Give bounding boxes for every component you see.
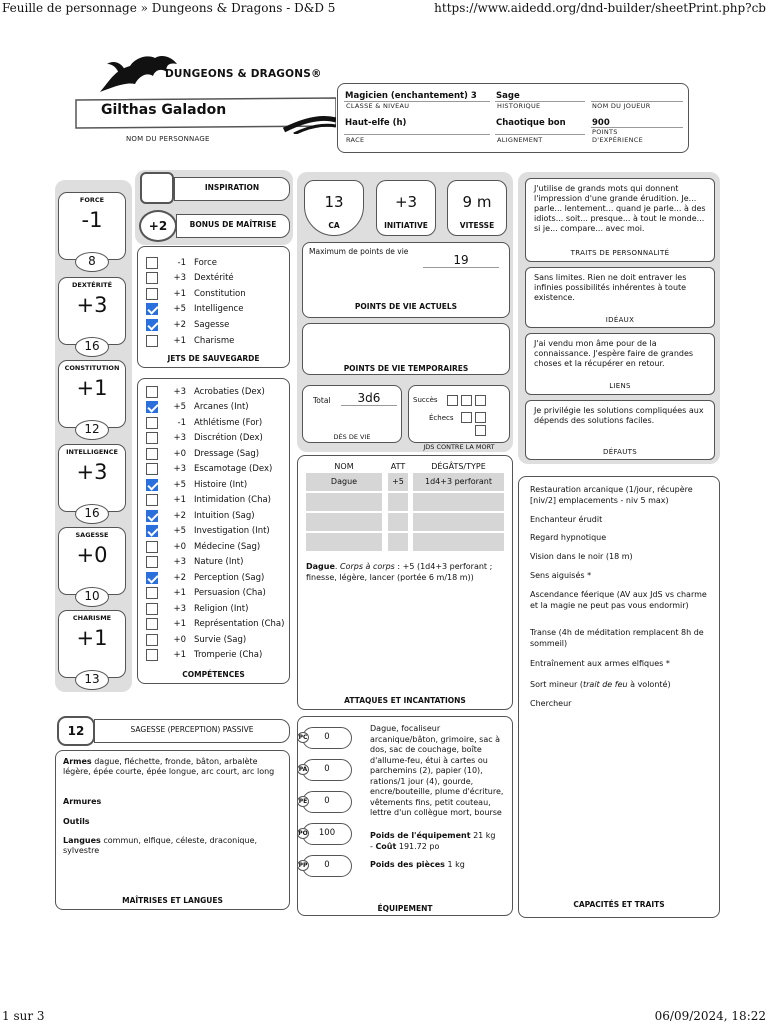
speed-box bbox=[447, 180, 507, 236]
skill-bonus: +0 bbox=[173, 634, 186, 645]
hp-temp-label: POINTS DE VIE TEMPORAIRES bbox=[343, 364, 469, 373]
skill-bonus: +5 bbox=[173, 526, 186, 536]
skill-bonus: +3 bbox=[173, 603, 186, 614]
attack-cell-name bbox=[306, 533, 382, 551]
ability-modifier: +3 bbox=[76, 293, 108, 317]
coin-amount[interactable]: 0 bbox=[302, 791, 352, 813]
skill-row bbox=[146, 648, 262, 663]
proficiencies-box bbox=[55, 750, 290, 910]
coin-amount[interactable]: 100 bbox=[302, 823, 352, 845]
skill-bonus: +2 bbox=[173, 572, 186, 583]
armor-class-shield bbox=[304, 180, 364, 236]
skill-checkbox[interactable] bbox=[146, 603, 158, 615]
saving-throw-bonus: +3 bbox=[173, 273, 186, 284]
skill-checkbox[interactable] bbox=[146, 618, 158, 630]
bonds-box bbox=[525, 333, 715, 395]
equipment-list: Dague, focaliseur arcanique/bâton, grimoire, sac à dos, sac de couchage, boîte d'allume-feu, étui à cartes ou parchemins (2), papier (10), rations/1 jour (4), gourde, encre/bouteille, plume d'écriture, vêtements fins, petit couteau, lettre d'un collègue mort, bourse bbox=[370, 724, 504, 817]
equipment-cost-prefix: - bbox=[370, 841, 376, 851]
skill-row bbox=[146, 524, 270, 539]
ability-block bbox=[58, 610, 126, 686]
attack-cell-dmg bbox=[413, 533, 504, 551]
skill-checkbox[interactable] bbox=[146, 479, 158, 491]
feature-cantrip bbox=[530, 680, 710, 691]
ability-score: 12 bbox=[75, 420, 109, 440]
skill-checkbox[interactable] bbox=[146, 649, 158, 661]
weapons-proficiency bbox=[63, 757, 283, 777]
attack-cell-att bbox=[388, 493, 408, 511]
saving-throw-bonus: +2 bbox=[173, 319, 186, 330]
equipment-weight bbox=[370, 831, 506, 852]
skill-row bbox=[146, 493, 271, 508]
skill-label: Perception (Sag) bbox=[194, 572, 265, 583]
skill-label: Représentation (Cha) bbox=[194, 619, 285, 629]
ability-block bbox=[58, 444, 126, 520]
attack-description bbox=[306, 562, 506, 583]
hit-points-box bbox=[302, 242, 510, 318]
attacks-title: ATTAQUES ET INCANTATIONS bbox=[344, 696, 466, 705]
saving-throw-checkbox[interactable] bbox=[146, 319, 158, 331]
xp-label-1: POINTS bbox=[592, 128, 618, 136]
skill-checkbox[interactable] bbox=[146, 401, 158, 413]
skill-bonus: +2 bbox=[173, 510, 186, 521]
skill-checkbox[interactable] bbox=[146, 463, 158, 475]
skill-row bbox=[146, 539, 260, 554]
skill-bonus: +1 bbox=[173, 650, 186, 660]
skill-bonus: +1 bbox=[173, 588, 186, 598]
equipment-title: ÉQUIPEMENT bbox=[377, 904, 433, 913]
armor-class-value: 13 bbox=[324, 193, 344, 211]
saving-throw-bonus: -1 bbox=[177, 257, 186, 268]
race-label: RACE bbox=[346, 136, 365, 144]
speed-label: VITESSE bbox=[459, 221, 495, 230]
attack-cell-att: +5 bbox=[388, 473, 408, 491]
background-value: Sage bbox=[496, 91, 520, 101]
saving-throw-checkbox[interactable] bbox=[146, 335, 158, 347]
attack-cell-dmg bbox=[413, 513, 504, 531]
ability-name: DEXTÉRITÉ bbox=[71, 281, 113, 289]
skill-row bbox=[146, 570, 264, 585]
skill-row bbox=[146, 446, 259, 461]
skill-bonus: +0 bbox=[173, 448, 186, 459]
skill-checkbox[interactable] bbox=[146, 634, 158, 646]
hit-dice-box bbox=[302, 385, 402, 443]
inspiration-box[interactable] bbox=[140, 172, 174, 204]
proficiency-label: BONUS DE MAÎTRISE bbox=[176, 214, 290, 238]
skill-bonus: +3 bbox=[173, 386, 186, 397]
skill-row bbox=[146, 508, 255, 523]
hit-dice-total-value: 3d6 bbox=[341, 391, 397, 406]
ability-name: CHARISME bbox=[72, 614, 112, 622]
initiative-box bbox=[376, 180, 436, 236]
skill-row bbox=[146, 400, 249, 415]
languages-label: Langues bbox=[63, 836, 101, 845]
skill-bonus: +3 bbox=[173, 557, 186, 567]
bonds-label: LIENS bbox=[609, 382, 631, 390]
coin-weight-value: 1 kg bbox=[444, 860, 465, 869]
skill-row bbox=[146, 632, 246, 647]
skill-label: Religion (Int) bbox=[194, 603, 249, 614]
ability-modifier: -1 bbox=[81, 208, 103, 232]
browser-page-title: Feuille de personnage » Dungeons & Dragons - D&D 5 bbox=[2, 1, 336, 15]
skill-label: Histoire (Int) bbox=[194, 479, 248, 490]
skill-bonus: -1 bbox=[177, 417, 186, 428]
ideals-label: IDÉAUX bbox=[605, 316, 635, 324]
class-level-label: CLASSE & NIVEAU bbox=[346, 102, 410, 110]
skill-row bbox=[146, 462, 272, 477]
skill-label: Médecine (Sag) bbox=[194, 541, 261, 552]
saving-throw-label: Charisme bbox=[194, 335, 235, 346]
attack-desc-text: : +5 (1d4+3 perforant ; finesse, légère, lancer (portée 6 m/18 m)) bbox=[306, 562, 493, 582]
attack-cell-dmg: 1d4+3 perforant bbox=[413, 473, 504, 491]
saving-throw-row bbox=[146, 271, 234, 286]
hit-dice-total-label: Total bbox=[313, 396, 331, 405]
hit-dice-label: DÉS DE VIE bbox=[333, 433, 371, 441]
ability-name: FORCE bbox=[79, 196, 105, 204]
death-saves-box bbox=[408, 385, 510, 451]
equipment-weight-value: 21 kg bbox=[470, 831, 496, 840]
saving-throw-checkbox[interactable] bbox=[146, 288, 158, 300]
ideals-text: Sans limites. Rien ne doit entraver les infinies possibilités inhérentes à toute existence. bbox=[534, 273, 687, 302]
attack-desc-sep: . bbox=[334, 562, 340, 571]
coin-weight-label: Poids des pièces bbox=[370, 860, 445, 869]
proficiency-bonus: +2 bbox=[139, 210, 177, 242]
skill-row bbox=[146, 415, 262, 430]
feature-item: Entraînement aux armes elfiques * bbox=[530, 659, 670, 668]
initiative-value: +3 bbox=[394, 193, 418, 211]
skill-checkbox[interactable] bbox=[146, 572, 158, 584]
equipment-cost-value: 191.72 po bbox=[396, 841, 440, 851]
print-datetime: 06/09/2024, 18:22 bbox=[654, 1009, 766, 1023]
death-save-fail-label: Échecs bbox=[429, 414, 454, 422]
skill-checkbox[interactable] bbox=[146, 587, 158, 599]
ideals-box bbox=[525, 267, 715, 328]
coin-tag: PE bbox=[298, 798, 308, 805]
ability-block bbox=[58, 192, 126, 268]
alignment-value: Chaotique bon bbox=[496, 118, 566, 128]
skill-label: Discrétion (Dex) bbox=[194, 433, 263, 443]
saving-throw-bonus: +1 bbox=[173, 288, 186, 299]
character-name: Gilthas Galadon bbox=[101, 102, 227, 118]
page-indicator: 1 sur 3 bbox=[2, 1009, 45, 1023]
saving-throw-row bbox=[146, 255, 217, 270]
skill-bonus: +3 bbox=[173, 464, 186, 474]
personality-traits-box bbox=[525, 178, 715, 262]
languages-proficiency bbox=[63, 836, 283, 856]
skill-label: Arcanes (Int) bbox=[194, 402, 249, 412]
skill-checkbox[interactable] bbox=[146, 432, 158, 444]
armor-class-label: CA bbox=[328, 221, 340, 230]
temp-hp-box bbox=[302, 323, 510, 375]
skill-checkbox[interactable] bbox=[146, 448, 158, 460]
death-save-fail-3[interactable] bbox=[475, 425, 486, 436]
skill-label: Nature (Int) bbox=[194, 557, 244, 567]
skill-bonus: +1 bbox=[173, 619, 186, 629]
coin-weight bbox=[370, 860, 506, 871]
skill-row bbox=[146, 555, 243, 570]
weapons-text: dague, fléchette, fronde, bâton, arbalète légère, épée courte, épée longue, arc court, arc long bbox=[63, 757, 275, 776]
saving-throw-row bbox=[146, 286, 246, 301]
skill-checkbox[interactable] bbox=[146, 386, 158, 398]
attack-cell-dmg bbox=[413, 493, 504, 511]
saving-throw-label: Intelligence bbox=[194, 304, 244, 315]
player-name-label: NOM DU JOUEUR bbox=[592, 102, 651, 110]
attack-header: DÉGÂTS/TYPE bbox=[431, 462, 486, 471]
skill-label: Persuasion (Cha) bbox=[194, 588, 266, 598]
skill-label: Intuition (Sag) bbox=[194, 510, 255, 521]
saving-throw-row bbox=[146, 333, 234, 348]
coin-amount[interactable]: 0 bbox=[302, 855, 352, 877]
ability-score: 10 bbox=[75, 587, 109, 607]
skill-bonus: +3 bbox=[173, 433, 186, 443]
coin-tag: PC bbox=[298, 734, 308, 741]
death-save-success-2[interactable] bbox=[461, 395, 472, 406]
divider bbox=[495, 134, 585, 135]
equipment-weight-label: Poids de l'équipement bbox=[370, 831, 471, 840]
browser-page-url: https://www.aidedd.org/dnd-builder/sheetPrint.php?cb bbox=[434, 1, 766, 15]
skills-box bbox=[137, 378, 290, 684]
saving-throws-box bbox=[137, 246, 290, 368]
ability-name: INTELLIGENCE bbox=[66, 448, 118, 456]
skill-checkbox[interactable] bbox=[146, 417, 158, 429]
character-name-label: NOM DU PERSONNAGE bbox=[126, 135, 210, 143]
skill-checkbox[interactable] bbox=[146, 541, 158, 553]
ability-modifier: +1 bbox=[76, 626, 108, 650]
skill-label: Intimidation (Cha) bbox=[194, 495, 271, 505]
skill-bonus: +1 bbox=[173, 495, 186, 505]
feature-cantrip-name: trait de feu bbox=[582, 680, 628, 689]
weapons-label: Armes bbox=[63, 757, 92, 766]
skill-label: Escamotage (Dex) bbox=[194, 464, 273, 474]
skills-title: COMPÉTENCES bbox=[182, 670, 245, 679]
death-save-fail-2[interactable] bbox=[475, 412, 486, 423]
skill-label: Athlétisme (For) bbox=[194, 417, 263, 428]
ability-modifier: +3 bbox=[76, 460, 108, 484]
speed-value: 9 m bbox=[462, 193, 492, 211]
attack-cell-name bbox=[306, 513, 382, 531]
feature-last: Chercheur bbox=[530, 699, 572, 708]
skill-row bbox=[146, 384, 265, 399]
feature-item: Vision dans le noir (18 m) bbox=[530, 552, 633, 561]
saving-throw-checkbox[interactable] bbox=[146, 257, 158, 269]
skill-label: Survie (Sag) bbox=[194, 634, 247, 645]
flaws-text: Je privilégie les solutions compliquées aux dépends des solutions faciles. bbox=[534, 406, 704, 425]
ability-name: CONSTITUTION bbox=[64, 364, 120, 372]
ability-name: SAGESSE bbox=[75, 531, 109, 539]
passive-perception-label: SAGESSE (PERCEPTION) PASSIVE bbox=[94, 719, 290, 743]
skill-row bbox=[146, 601, 248, 616]
skill-checkbox[interactable] bbox=[146, 556, 158, 568]
feature-item: Ascendance féerique (AV aux JdS vs charme et la magie ne peut pas vous endormir) bbox=[530, 590, 707, 610]
coin-tag: PA bbox=[298, 766, 308, 773]
death-save-fail-1[interactable] bbox=[461, 412, 472, 423]
saving-throw-checkbox[interactable] bbox=[146, 303, 158, 315]
skill-label: Investigation (Int) bbox=[194, 526, 270, 536]
saving-throw-label: Force bbox=[194, 257, 217, 268]
feature-item: Restauration arcanique (1/jour, récupère [niv/2] emplacements - niv 5 max) bbox=[530, 485, 693, 505]
skill-bonus: +5 bbox=[173, 479, 186, 490]
skill-label: Dressage (Sag) bbox=[194, 448, 260, 459]
hp-max-label: Maximum de points de vie bbox=[309, 247, 409, 256]
saving-throw-label: Constitution bbox=[194, 288, 246, 299]
hp-current-label: POINTS DE VIE ACTUELS bbox=[354, 302, 458, 311]
initiative-label: INITIATIVE bbox=[384, 221, 428, 230]
feature-item: Transe (4h de méditation remplacent 8h de sommeil) bbox=[530, 628, 704, 648]
ability-block bbox=[58, 277, 126, 353]
skill-row bbox=[146, 477, 247, 492]
attack-cell-name bbox=[306, 493, 382, 511]
death-saves-label: JDS CONTRE LA MORT bbox=[423, 443, 495, 451]
attack-cell-att bbox=[388, 513, 408, 531]
attack-header: ATT bbox=[390, 462, 406, 471]
attack-desc-name: Dague bbox=[306, 562, 335, 571]
proficiencies-title: MAÎTRISES ET LANGUES bbox=[122, 896, 223, 905]
skill-checkbox[interactable] bbox=[146, 510, 158, 522]
skill-row bbox=[146, 431, 263, 446]
death-save-success-3[interactable] bbox=[475, 395, 486, 406]
alignment-label: ALIGNEMENT bbox=[497, 136, 543, 144]
feature-cantrip-prefix: Sort mineur ( bbox=[530, 680, 583, 689]
features-box bbox=[518, 476, 720, 918]
bonds-text: J'ai vendu mon âme pour de la connaissance. J'espère faire de grandes choses et la récupérer en retour. bbox=[534, 339, 694, 368]
saving-throw-label: Sagesse bbox=[194, 319, 230, 330]
feature-item: Regard hypnotique bbox=[530, 533, 607, 542]
feature-item: Enchanteur érudit bbox=[530, 515, 603, 524]
hp-max-value: 19 bbox=[423, 253, 499, 268]
skill-checkbox[interactable] bbox=[146, 494, 158, 506]
skill-bonus: +5 bbox=[173, 402, 186, 412]
passive-perception-value: 12 bbox=[57, 716, 95, 746]
personality-traits-text: J'utilise de grands mots qui donnent l'impression d'une grande érudition. Je... parle... lentement... quand je parle... à des idiots... soit... presque... à tout le monde... si je... compare... avec moi. bbox=[534, 184, 706, 233]
xp-label-2: D'EXPÉRIENCE bbox=[592, 136, 644, 144]
saving-throw-row bbox=[146, 317, 229, 332]
attack-cell-name: Dague bbox=[306, 473, 382, 491]
saving-throw-label: Dextérité bbox=[194, 273, 234, 284]
ability-score: 8 bbox=[75, 252, 109, 272]
flaws-box bbox=[525, 400, 715, 460]
ability-modifier: +1 bbox=[76, 376, 108, 400]
tools-label: Outils bbox=[63, 817, 90, 826]
class-level-value: Magicien (enchantement) 3 bbox=[345, 91, 477, 101]
skill-label: Tromperie (Cha) bbox=[194, 650, 263, 660]
ability-block bbox=[58, 360, 126, 436]
ability-score: 13 bbox=[75, 670, 109, 690]
coin-amount[interactable]: 0 bbox=[302, 759, 352, 781]
death-save-success-label: Succès bbox=[413, 396, 438, 404]
death-save-success-1[interactable] bbox=[447, 395, 458, 406]
attack-desc-type: Corps à corps bbox=[339, 562, 395, 571]
saving-throws-title: JETS DE SAUVEGARDE bbox=[167, 354, 260, 363]
xp-value: 900 bbox=[592, 118, 610, 128]
equipment-cost-label: Coût bbox=[375, 841, 397, 851]
saving-throw-bonus: +1 bbox=[173, 335, 186, 346]
languages-text: commun, elfique, céleste, draconique, sylvestre bbox=[63, 836, 258, 855]
saving-throw-bonus: +5 bbox=[173, 304, 186, 315]
skill-label: Acrobaties (Dex) bbox=[194, 386, 265, 397]
ability-score: 16 bbox=[75, 337, 109, 357]
ability-block bbox=[58, 527, 126, 603]
inspiration-label: INSPIRATION bbox=[174, 177, 290, 201]
feature-cantrip-suffix: à volonté) bbox=[627, 680, 671, 689]
skill-checkbox[interactable] bbox=[146, 525, 158, 537]
skill-row bbox=[146, 617, 284, 632]
personality-traits-label: TRAITS DE PERSONNALITÉ bbox=[570, 249, 670, 257]
background-label: HISTORIQUE bbox=[497, 102, 541, 110]
saving-throw-checkbox[interactable] bbox=[146, 272, 158, 284]
feature-item: Sens aiguisés * bbox=[530, 571, 592, 580]
flaws-label: DÉFAUTS bbox=[603, 448, 637, 456]
coin-tag: PO bbox=[298, 830, 308, 837]
attack-header: NOM bbox=[334, 462, 354, 471]
ability-modifier: +0 bbox=[76, 543, 108, 567]
coin-amount[interactable]: 0 bbox=[302, 727, 352, 749]
logo-text: DUNGEONS & DRAGONS® bbox=[165, 68, 322, 80]
race-value: Haut-elfe (h) bbox=[345, 118, 407, 128]
attack-cell-att bbox=[388, 533, 408, 551]
features-title: CAPACITÉS ET TRAITS bbox=[573, 900, 665, 909]
divider bbox=[344, 134, 490, 135]
armor-label: Armures bbox=[63, 797, 102, 806]
ability-score: 16 bbox=[75, 504, 109, 524]
coin-tag: PP bbox=[298, 862, 308, 869]
skill-row bbox=[146, 586, 266, 601]
saving-throw-row bbox=[146, 302, 243, 317]
skill-bonus: +0 bbox=[173, 541, 186, 552]
